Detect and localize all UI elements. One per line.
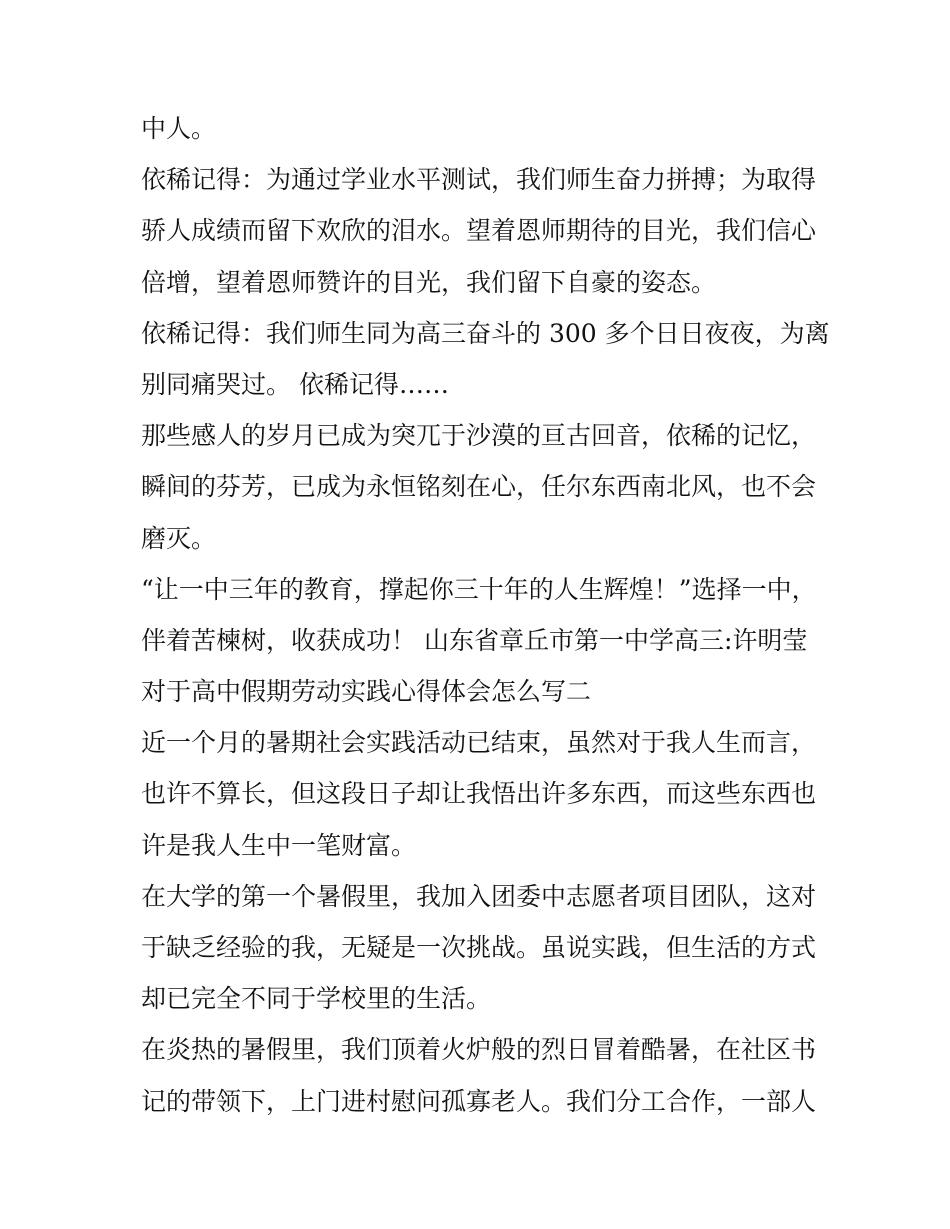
text-line: 别同痛哭过。 依稀记得…… bbox=[141, 369, 449, 399]
text-line: 近一个月的暑期社会实践活动已结束，虽然对于我人生而言， bbox=[141, 728, 817, 758]
text-line: 许是我人生中一笔财富。 bbox=[141, 830, 417, 860]
text-line: 瞬间的芬芳，已成为永恒铭刻在心，任尔东西南北风，也不会 bbox=[141, 472, 817, 502]
text-line: 记的带领下，上门进村慰问孤寡老人。我们分工合作，一部人 bbox=[141, 1086, 817, 1116]
text-line: 也许不算长，但这段日子却让我悟出许多东西，而这些东西也 bbox=[141, 779, 817, 809]
text-line: 依稀记得：我们师生同为高三奋斗的 300 多个日日夜夜，为离 bbox=[141, 318, 830, 348]
text-line: 磨灭。 bbox=[141, 523, 217, 553]
section-heading: 对于高中假期劳动实践心得体会怎么写二 bbox=[141, 677, 592, 707]
text-line: “让一中三年的教育，撑起你三十年的人生辉煌！”选择一中， bbox=[141, 574, 817, 604]
text-line: 倍增，望着恩师赞许的目光，我们留下自豪的姿态。 bbox=[141, 267, 717, 297]
text-line: 于缺乏经验的我，无疑是一次挑战。虽说实践，但生活的方式 bbox=[141, 933, 817, 962]
text-line: 那些感人的岁月已成为突兀于沙漠的亘古回音，依稀的记忆， bbox=[141, 421, 817, 451]
document-body bbox=[141, 103, 830, 1127]
text-line: 却已完全不同于学校里的生活。 bbox=[141, 984, 492, 1014]
text-line: 依稀记得：为通过学业水平测试，我们师生奋力拼搏；为取得 bbox=[141, 165, 817, 195]
text-line: 在大学的第一个暑假里，我加入团委中志愿者项目团队，这对 bbox=[141, 881, 817, 911]
text-line: 中人。 bbox=[141, 114, 217, 143]
text-line: 骄人成绩而留下欢欣的泪水。望着恩师期待的目光，我们信心 bbox=[141, 216, 817, 246]
text-line: 伴着苦楝树，收获成功！ 山东省章丘市第一中学高三:许明莹 bbox=[141, 625, 808, 655]
text-line: 在炎热的暑假里，我们顶着火炉般的烈日冒着酷暑，在社区书 bbox=[141, 1035, 817, 1065]
